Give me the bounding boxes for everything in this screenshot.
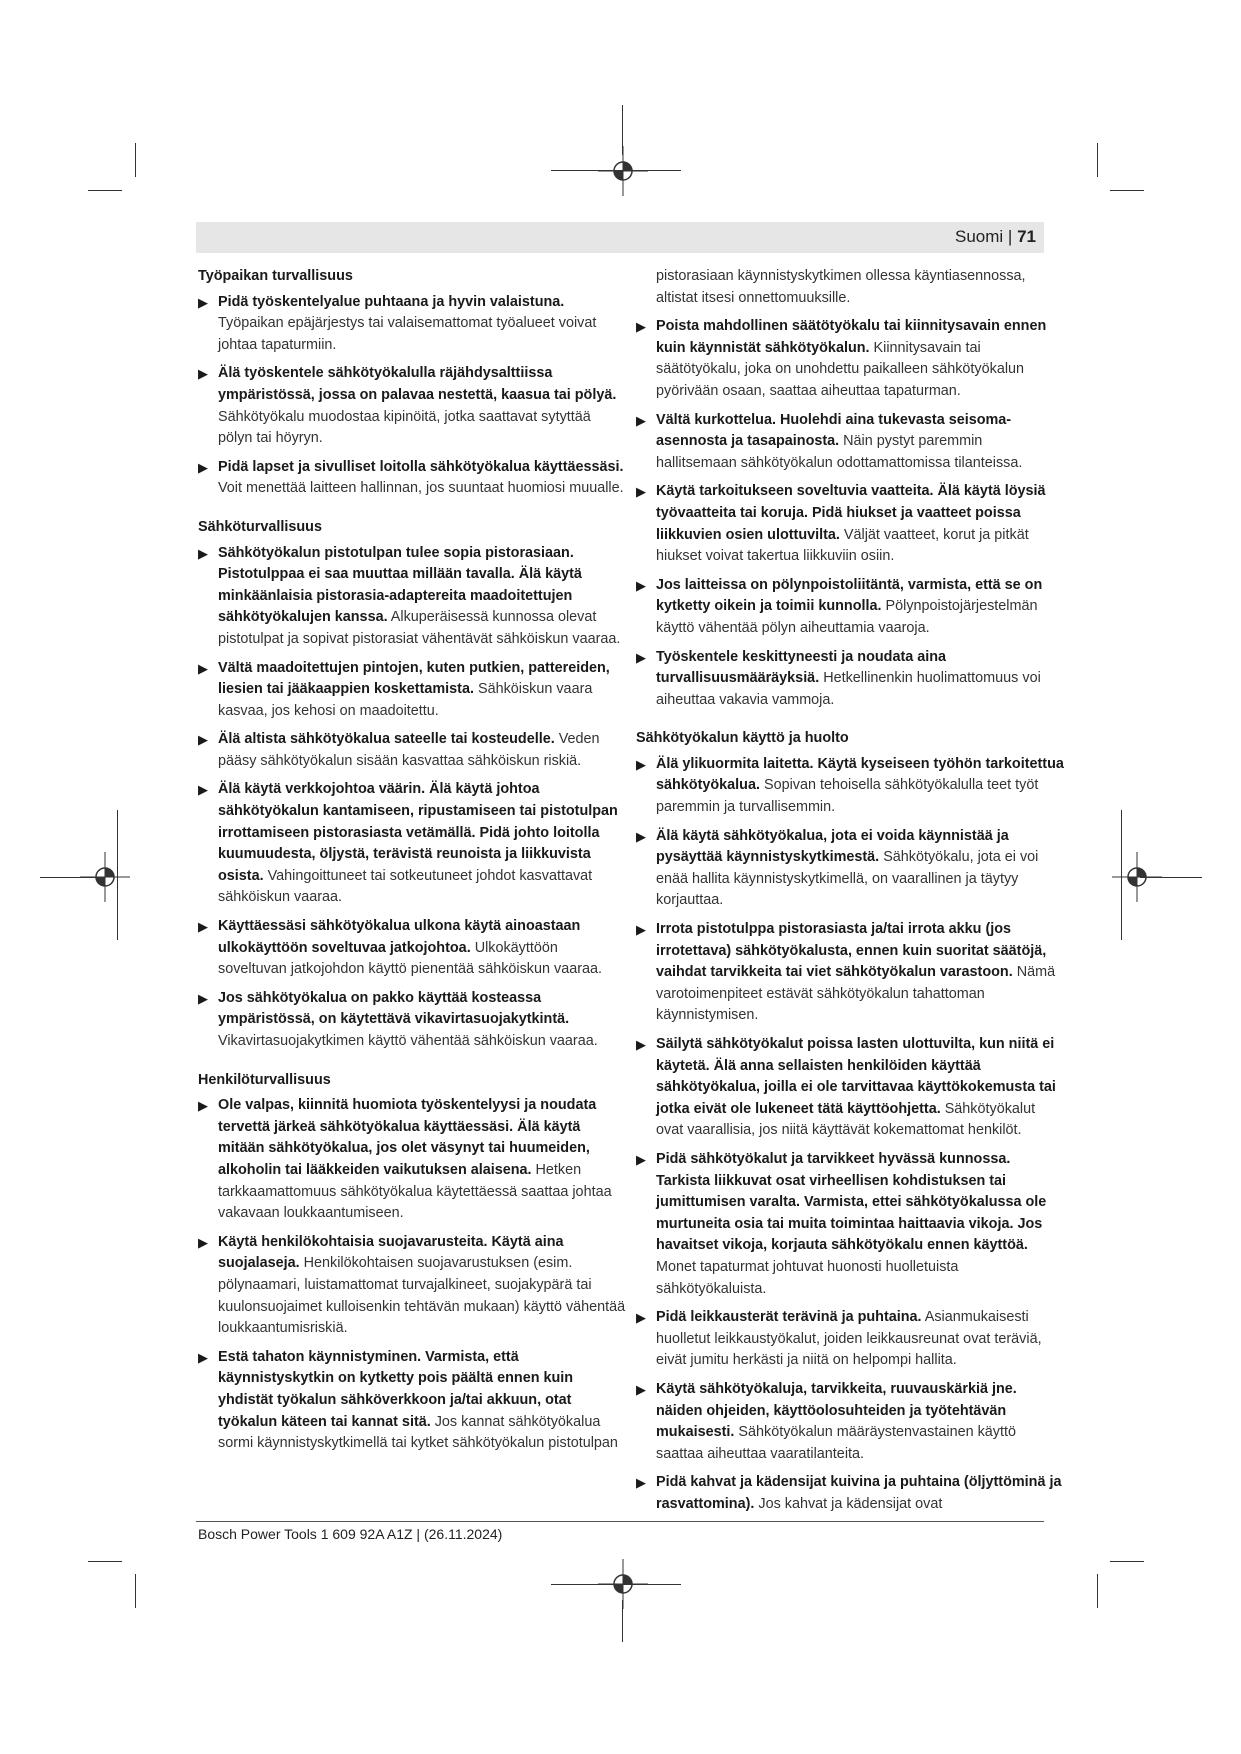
crop-mark [622, 105, 623, 155]
section-heading: Henkilöturvallisuus [198, 1071, 331, 1088]
crop-mark [1097, 143, 1098, 177]
crop-mark [1140, 877, 1202, 878]
item-bold-text: Pidä kahvat ja kädensijat kuivina ja puhtaina (öljyttöminä ja rasvattomina). [656, 1474, 1062, 1512]
bullet-arrow-icon: ▶ [636, 828, 646, 844]
crop-mark [551, 1584, 681, 1585]
item-text: Alkuperäisessä kunnossa olevat pistotulpat ja sopivat pistorasiat vähentävät sähköiskun vaaraa. [218, 609, 621, 647]
item-bold-text: Säilytä sähkötyökalut poissa lasten ulottuvilta, kun niitä ei käytetä. Älä anna sellaisten henkilöiden käyttää sähkötyökalua, joilla ei ole tarvittavaa käyttökokemusta tai jotka eivät ole lukeneet tätä käyttöohjetta. [656, 1036, 1056, 1117]
bullet-arrow-icon: ▶ [636, 649, 646, 665]
item-bold-text: Vältä maadoitettujen pintojen, kuten putkien, pattereiden, liesien tai jääkaappien koskettamista. [218, 659, 610, 698]
item-text: Sähkötyökalu muodostaa kipinöitä, jotka saattavat sytyttää pölyn tai höyryn. [218, 408, 591, 447]
list-item [198, 1232, 628, 1340]
list-item [636, 919, 1066, 1027]
item-text: Pölynpoistojärjestelmän käyttö vähentää pölyn aiheuttamia vaaroja. [656, 598, 1038, 636]
item-bold-text: Käytä sähkötyökaluja, tarvikkeita, ruuvauskärkiä jne. näiden ohjeiden, käyttöolosuhteiden ja työtehtävän mukaisesti. [656, 1380, 1017, 1441]
bullet-arrow-icon: ▶ [636, 1151, 646, 1167]
item-text: Sähkötyökalun määräystenvastainen käyttö saattaa aiheuttaa vaaratilanteita. [656, 1424, 1016, 1462]
list-item [636, 826, 1066, 912]
crop-mark [40, 877, 102, 878]
list-item [198, 457, 628, 500]
registration-mark-icon [598, 146, 648, 196]
list-item [636, 754, 1066, 819]
item-text: Näin pystyt paremmin hallitsemaan sähkötyökalun odottamattomissa tilanteissa. [656, 433, 1023, 471]
item-bold-text: Vältä kurkottelua. Huolehdi aina tukevasta seisoma-asennosta ja tasapainosta. [656, 411, 1012, 450]
item-text: Henkilökohtaisen suojavarustuksen (esim. pölynaamari, luistamattomat turvajalkineet, suojakypärä tai kuulonsuojaimet kulloisenkin tehtävän mukaan) käyttö vähentää loukkaantumisriskiä. [218, 1255, 626, 1337]
item-text: Hetken tarkkaamattomuus sähkötyökalua käytettäessä saattaa johtaa vakavaan loukkaantumiseen. [218, 1161, 612, 1222]
list-item [636, 481, 1066, 567]
bullet-arrow-icon: ▶ [198, 545, 208, 561]
crop-mark [1110, 1561, 1144, 1562]
continued-text: pistorasiaan käynnistyskytkimen ollessa käyntiasennossa, altistat itsesi onnettomuuksille. [656, 268, 1026, 306]
page-number: 71 [1017, 227, 1036, 246]
item-bold-text: Pidä lapset ja sivulliset loitolla sähkötyökalua käyttäessäsi. [218, 458, 624, 475]
item-text: Työpaikan epäjärjestys tai valaisemattomat työalueet voivat johtaa tapaturmiin. [218, 315, 597, 353]
list-item [198, 1095, 628, 1225]
bullet-arrow-icon: ▶ [198, 1098, 208, 1114]
crop-mark [135, 1574, 136, 1608]
item-text: Ulkokäyttöön soveltuvan jatkojohdon käyttö pienentää sähköiskun vaaraa. [218, 939, 603, 978]
list-item [198, 729, 628, 772]
item-bold-text: Älä ylikuormita laitetta. Käytä kyseiseen työhön tarkoitettua sähkötyökalua. [656, 755, 1064, 794]
item-text: Hetkellinenkin huolimattomuus voi aiheuttaa vakavia vammoja. [656, 670, 1041, 708]
bullet-arrow-icon: ▶ [636, 756, 646, 772]
bullet-arrow-icon: ▶ [636, 1381, 646, 1397]
item-bold-text: Poista mahdollinen säätötyökalu tai kiinnitysavain ennen kuin käynnistät sähkötyökalun. [656, 318, 1047, 356]
header-separator: | [1007, 227, 1013, 246]
crop-mark [551, 170, 681, 171]
list-item [636, 316, 1066, 402]
item-bold-text: Pidä työskentelyalue puhtaana ja hyvin valaistuna. [218, 293, 565, 310]
item-bold-text: Käyttäessäsi sähkötyökalua ulkona käytä ainoastaan ulkokäyttöön soveltuvaa jatkojohtoa. [218, 918, 581, 956]
item-text: Vikavirtasuojakytkimen käyttö vähentää sähköiskun vaaraa. [218, 1033, 598, 1049]
list-item [636, 1149, 1066, 1300]
item-bold-text: Käytä henkilökohtaisia suojavarusteita. Käytä aina suojalaseja. [218, 1233, 564, 1272]
item-bold-text: Älä altista sähkötyökalua sateelle tai kosteudelle. [218, 731, 555, 748]
bullet-arrow-icon: ▶ [198, 459, 208, 475]
item-text: Sähkötyökalu, jota ei voi enää hallita käynnistyskytkimellä, on vaarallinen ja täytyy korjauttaa. [656, 849, 1039, 909]
crop-mark [117, 810, 118, 940]
crop-mark [88, 190, 122, 191]
item-text: Voit menettää laitteen hallinnan, jos suuntaat huomiosi muualle. [218, 480, 624, 497]
section-heading: Sähkötyökalun käyttö ja huolto [636, 730, 849, 747]
bullet-arrow-icon: ▶ [636, 1475, 646, 1491]
item-bold-text: Älä työskentele sähkötyökalulla räjähdysalttiissa ympäristössä, jossa on palavaa nestettä, kaasua tai pölyä. [218, 365, 617, 403]
item-bold-text: Älä käytä verkkojohtoa väärin. Älä käytä johtoa sähkötyökalun kantamiseen, ripustamiseen tai pistotulpan irrottamiseen pistorasiasta vetämällä. Pidä johto loitolla kuumuudesta, öljystä, terävistä reunoista ja liikkuvista osista. [218, 781, 618, 884]
item-bold-text: Pidä sähkötyökalut ja tarvikkeet hyvässä kunnossa. Tarkista liikkuvat osat virheellisen kohdistuksen tai jumittumisen varalta. Varmista, ettei sähkötyökalussa ole murtuneita osia tai muita toimintaa haittaavia vikoja. Jos havaitset vikoja, korjauta sähkötyökalu ennen käyttöä. [656, 1150, 1047, 1254]
bullet-arrow-icon: ▶ [636, 577, 646, 593]
list-item [636, 410, 1066, 475]
item-text: Nämä varotoimenpiteet estävät sähkötyökalun tahattoman käynnistymisen. [656, 964, 1056, 1024]
bullet-arrow-icon: ▶ [198, 294, 208, 310]
footer-text: Bosch Power Tools 1 609 92A A1Z | (26.11.2024) [198, 1526, 503, 1542]
list-item [636, 647, 1066, 712]
list-item [198, 779, 628, 909]
list-item [636, 1472, 1066, 1515]
item-bold-text: Irrota pistotulppa pistorasiasta ja/tai irrota akku (jos irrotettava) sähkötyökalusta, ennen kuin suoritat säätöjä, vaihdat tarvikkeita tai viet sähkötyökalun varastoon. [656, 921, 1047, 981]
item-text: Asianmukaisesti huolletut leikkaustyökalut, joiden leikkausreunat ovat teräviä, eivät jumitu herkästi ja niitä on helpompi hallita. [656, 1309, 1042, 1369]
bullet-arrow-icon: ▶ [636, 922, 646, 938]
item-bold-text: Käytä tarkoitukseen soveltuvia vaatteita. Älä käytä löysiä työvaatteita tai koruja. Pidä hiukset ja vaatteet poissa liikkuvien osien ulottuvilta. [656, 483, 1046, 543]
list-item [636, 1034, 1066, 1142]
item-bold-text: Ole valpas, kiinnitä huomiota työskentelyysi ja noudata tervettä järkeä sähkötyökalua käyttäessäsi. Älä käytä mitään sähkötyökalua, jos olet väsynyt tai huumeiden, alkoholin tai lääkkeiden vaikutuksen alaisena. [218, 1097, 597, 1178]
item-text: Sähköiskun vaara kasvaa, jos kehosi on maadoitettu. [218, 681, 593, 719]
list-item [636, 575, 1066, 640]
list-item [636, 1379, 1066, 1465]
list-item [198, 988, 628, 1053]
item-text: Vahingoittuneet tai sotkeutuneet johdot kasvattavat sähköiskun vaaraa. [218, 867, 593, 906]
item-text: Monet tapaturmat johtuvat huonosti huolletuista sähkötyökaluista. [656, 1258, 959, 1297]
list-item [198, 292, 628, 357]
footer-divider [196, 1521, 1044, 1522]
right-column [636, 266, 1066, 1522]
page-header [196, 222, 1044, 253]
list-item [198, 543, 628, 651]
item-text: Kiinnitysavain tai säätötyökalu, joka on unohdettu paikalleen sähkötyökalun pyörivään osaan, saattaa aiheuttaa tapaturman. [656, 339, 1025, 399]
item-text: Väljät vaatteet, korut ja pitkät hiukset voivat takertua liikkuviin osiin. [656, 526, 1029, 565]
list-item [198, 1347, 628, 1455]
bullet-arrow-icon: ▶ [198, 1234, 208, 1250]
section-heading: Työpaikan turvallisuus [198, 268, 353, 284]
item-text: Jos kahvat ja kädensijat ovat [758, 1495, 943, 1512]
crop-mark [88, 1561, 122, 1562]
crop-mark [622, 1600, 623, 1642]
item-text: Sopivan tehoisella sähkötyökalulla teet työt paremmin ja turvallisemmin. [656, 777, 1039, 816]
list-item [636, 1307, 1066, 1372]
crop-mark [1121, 810, 1122, 940]
bullet-arrow-icon: ▶ [198, 1349, 208, 1365]
left-column [198, 266, 628, 1462]
bullet-arrow-icon: ▶ [636, 412, 646, 428]
list-item [198, 916, 628, 981]
item-bold-text: Estä tahaton käynnistyminen. Varmista, että käynnistyskytkin on kytketty pois päältä ennen kuin yhdistät työkalun sähköverkkoon ja/tai akkuun, otat työkalun käteen tai kannat sitä. [218, 1348, 574, 1430]
item-text: Sähkötyökalut ovat vaarallisia, jos niitä käyttävät kokemattomat henkilöt. [656, 1100, 1036, 1139]
list-item [198, 658, 628, 723]
bullet-arrow-icon: ▶ [198, 782, 208, 798]
item-bold-text: Jos sähkötyökalua on pakko käyttää kosteassa ympäristössä, on käytettävä vikavirtasuojakytkintä. [218, 989, 570, 1028]
item-bold-text: Älä käytä sähkötyökalua, jota ei voida käynnistää ja pysäyttää käynnistyskytkimestä. [656, 827, 1009, 866]
list-item [198, 363, 628, 449]
bullet-arrow-icon: ▶ [636, 319, 646, 335]
bullet-arrow-icon: ▶ [198, 366, 208, 382]
header-language: Suomi [955, 227, 1004, 246]
header-label [955, 227, 1036, 247]
bullet-arrow-icon: ▶ [198, 990, 208, 1006]
bullet-arrow-icon: ▶ [636, 1037, 646, 1052]
bullet-arrow-icon: ▶ [198, 732, 208, 748]
item-bold-text: Sähkötyökalun pistotulpan tulee sopia pistorasiaan. Pistotulppaa ei saa muuttaa millään tavalla. Älä käytä minkäänlaisia pistorasia-adaptereita maadoitettujen sähkötyökalujen kanssa. [218, 544, 582, 626]
crop-mark [135, 143, 136, 177]
crop-mark [1110, 190, 1144, 191]
bullet-arrow-icon: ▶ [636, 1310, 646, 1326]
item-text: Jos kannat sähkötyökalua sormi käynnistyskytkimellä tai kytket sähkötyökalun pistotulpan [218, 1413, 618, 1452]
item-text: Veden pääsy sähkötyökalun sisään kasvattaa sähköiskun riskiä. [218, 731, 600, 769]
item-bold-text: Työskentele keskittyneesti ja noudata aina turvallisuusmääräyksiä. [656, 648, 947, 687]
bullet-arrow-icon: ▶ [636, 484, 646, 500]
section-heading: Sähköturvallisuus [198, 518, 322, 535]
item-bold-text: Pidä leikkausterät terävinä ja puhtaina. [656, 1309, 922, 1326]
item-bold-text: Jos laitteissa on pölynpoistoliitäntä, varmista, että se on kytketty oikein ja toimii kunnolla. [656, 576, 1043, 615]
crop-mark [1097, 1574, 1098, 1608]
bullet-arrow-icon: ▶ [198, 919, 208, 935]
bullet-arrow-icon: ▶ [198, 660, 208, 676]
